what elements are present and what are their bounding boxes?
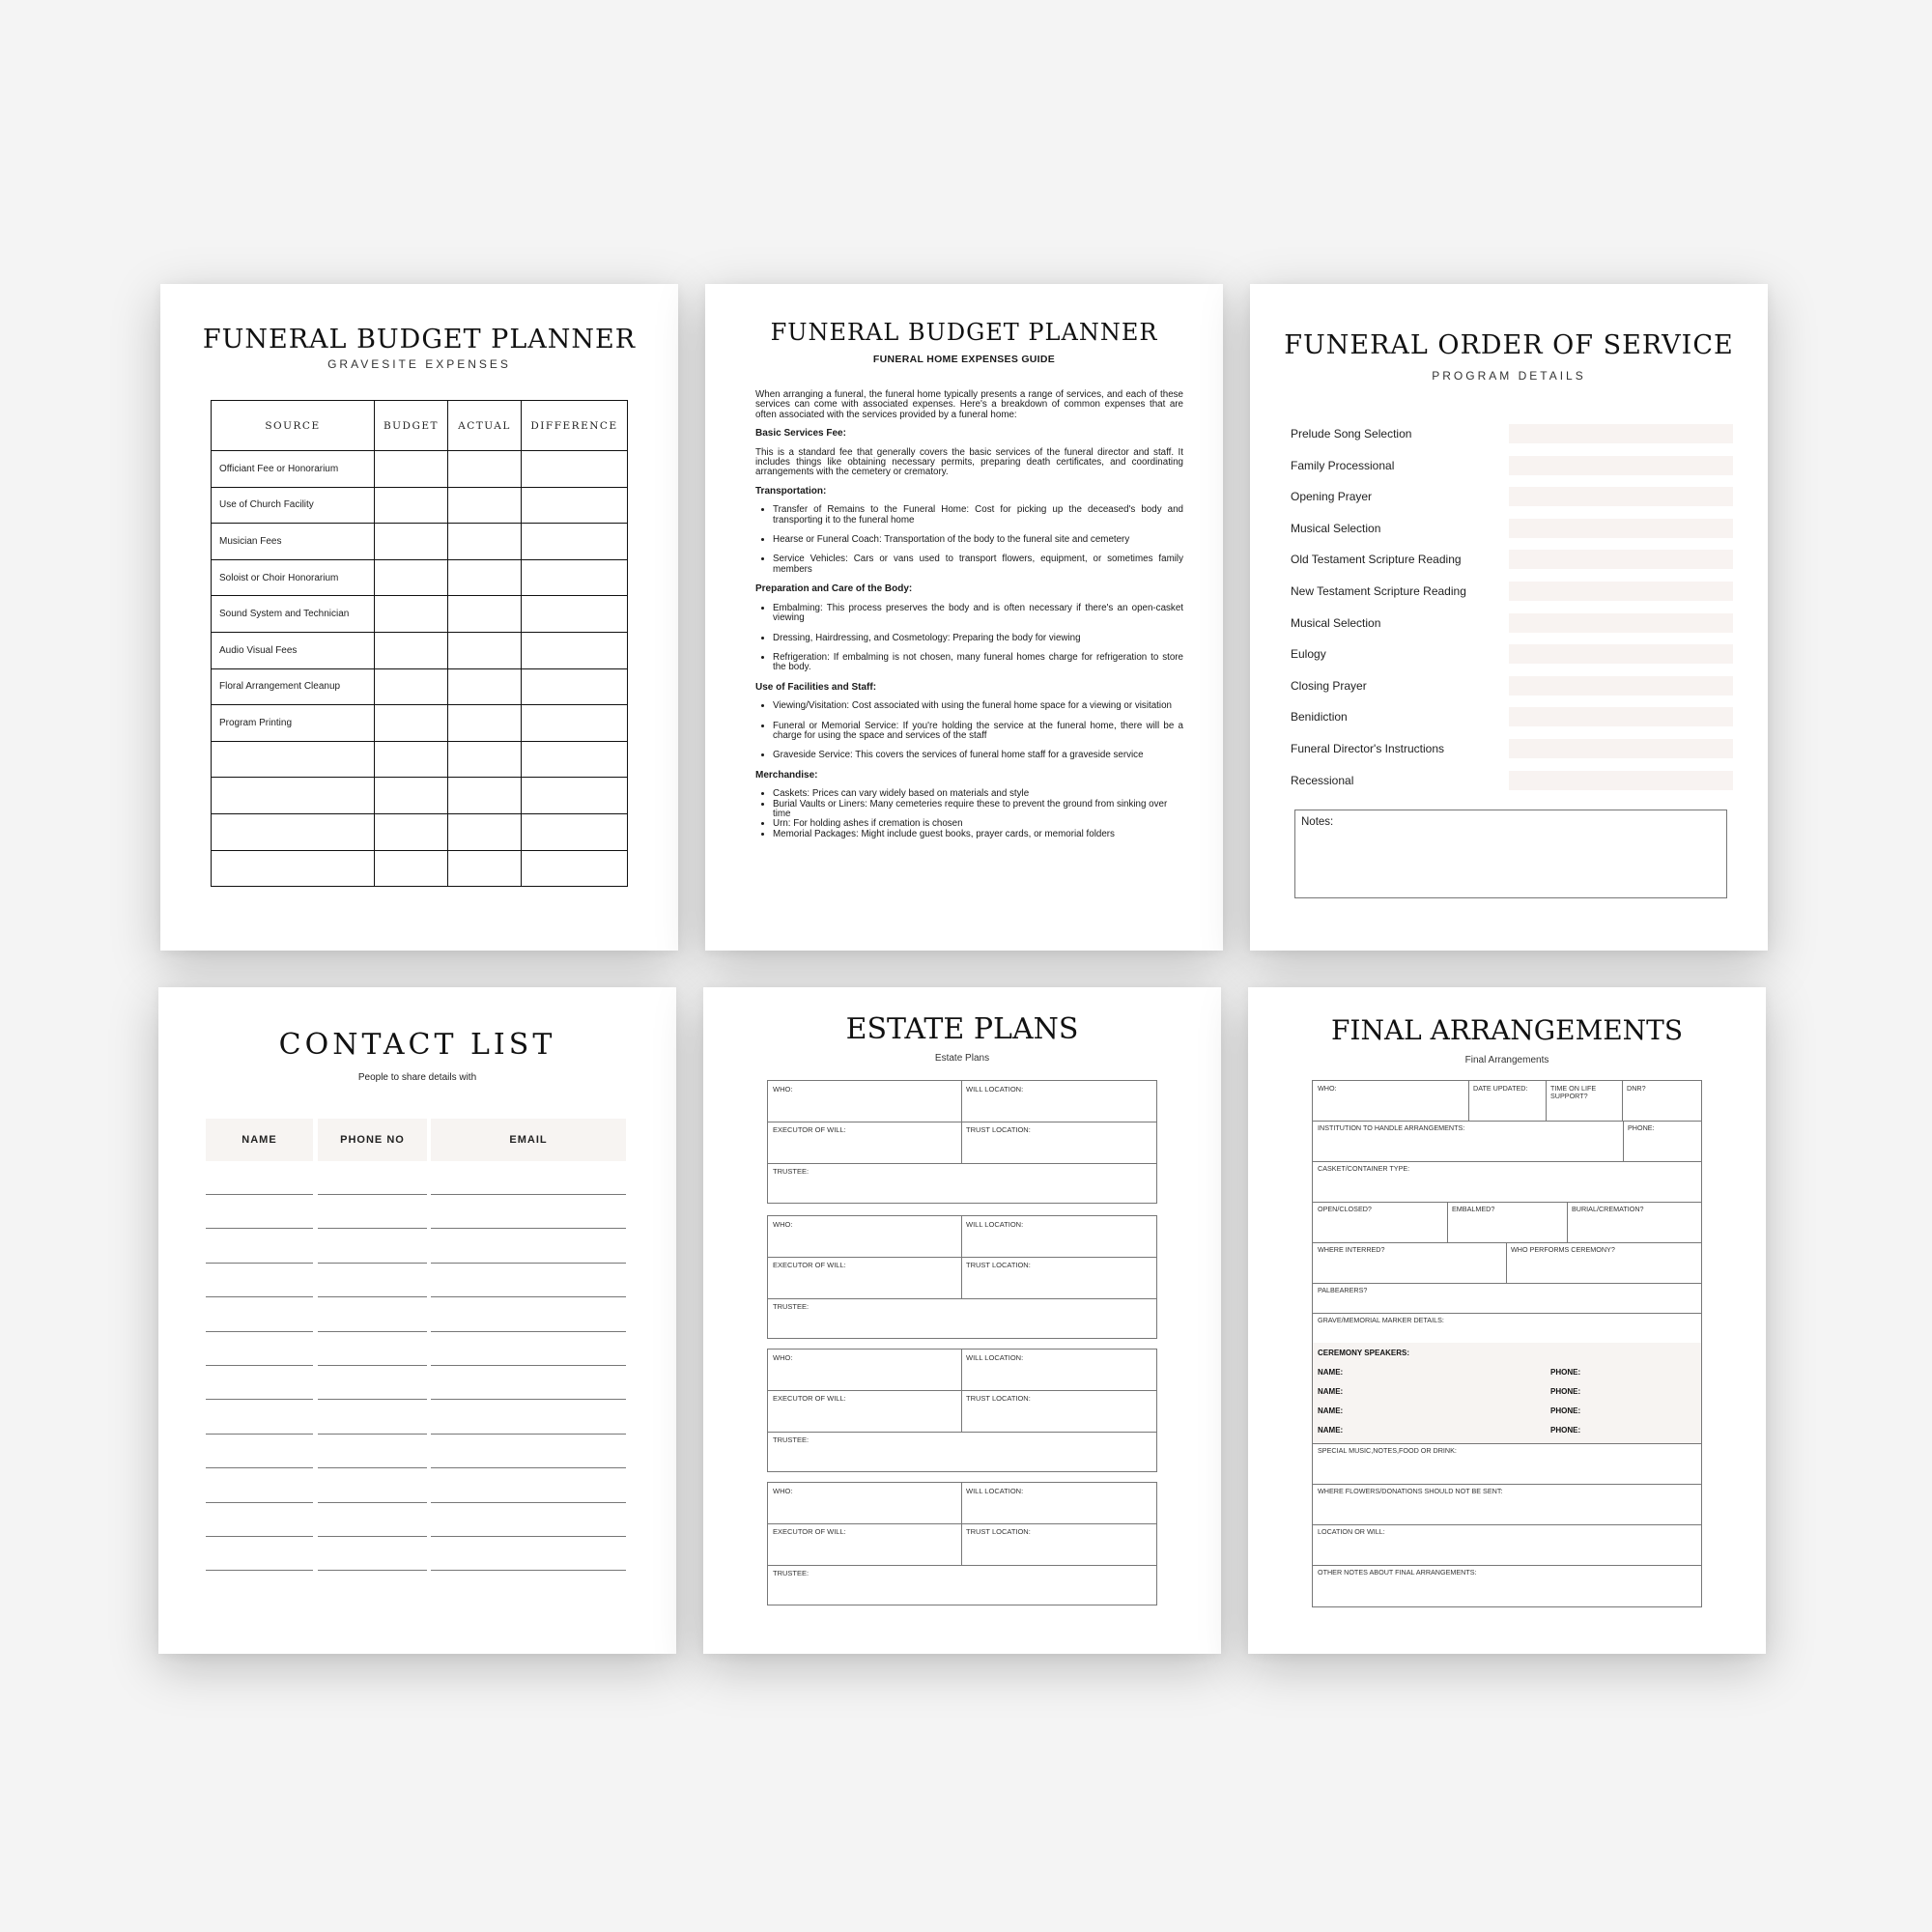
program-item-field[interactable] (1509, 644, 1733, 664)
program-item-label: Old Testament Scripture Reading (1291, 553, 1462, 567)
phone-line[interactable] (318, 1502, 427, 1503)
budget-table (211, 400, 628, 887)
name-line[interactable] (206, 1296, 313, 1297)
program-item (1291, 482, 1731, 514)
phone-line[interactable] (318, 1331, 427, 1332)
page-subtitle: People to share details with (357, 1072, 477, 1083)
list-item: • Burial Vaults or Liners: Many cemeteries require these to prevent the ground from sinking over time (773, 800, 1183, 820)
page-title: FUNERAL BUDGET PLANNER (770, 319, 1158, 346)
estate-plan-block (767, 1482, 1157, 1605)
list-item: • Dressing, Hairdressing, and Cosmetology: Preparing the body for viewing (773, 634, 1183, 643)
program-item (1291, 766, 1731, 798)
speaker-name-label[interactable]: NAME: (1318, 1387, 1344, 1396)
source-cell: Soloist or Choir Honorarium (212, 559, 375, 596)
merchandise-list (755, 789, 1183, 839)
name-line[interactable] (206, 1228, 313, 1229)
program-item-field[interactable] (1509, 771, 1733, 790)
trustee-field[interactable]: TRUSTEE: (773, 1302, 810, 1311)
estate-plan-block (767, 1349, 1157, 1472)
page-title: FUNERAL BUDGET PLANNER (202, 325, 637, 355)
name-line[interactable] (206, 1399, 313, 1400)
source-cell (212, 850, 375, 887)
program-item-label: Opening Prayer (1291, 490, 1373, 504)
program-item (1291, 671, 1731, 703)
section-heading: Basic Services Fee: (755, 428, 846, 440)
section-heading: Transportation: (755, 485, 827, 497)
list-item: • Caskets: Prices can vary widely based on materials and style (773, 789, 1183, 799)
speaker-phone-label[interactable]: PHONE: (1550, 1406, 1581, 1415)
program-item-field[interactable] (1509, 676, 1733, 696)
phone-line[interactable] (318, 1365, 427, 1366)
page-subtitle: PROGRAM DETAILS (1432, 369, 1586, 383)
trustee-field[interactable]: TRUSTEE: (773, 1167, 810, 1176)
program-item (1291, 451, 1731, 483)
name-line[interactable] (206, 1570, 313, 1571)
trustee-field[interactable]: TRUSTEE: (773, 1435, 810, 1444)
actual-cell[interactable] (448, 451, 522, 488)
column-header-name: NAME (206, 1119, 313, 1161)
program-item-label: Benidiction (1291, 710, 1348, 724)
phone-line[interactable] (318, 1228, 427, 1229)
page-subtitle: Estate Plans (934, 1053, 990, 1064)
name-line[interactable] (206, 1263, 313, 1264)
notes-label: Notes: (1301, 816, 1334, 828)
budget-cell[interactable] (375, 487, 448, 524)
who-field[interactable]: WHO: (773, 1487, 793, 1495)
phone-line[interactable] (318, 1296, 427, 1297)
intro-paragraph: When arranging a funeral, the funeral home typically presents a range of services, and each of these services can come with associated expenses. Here's a breakdown of common expenses that are often associated with the services provided by a funeral home: (755, 389, 1183, 420)
difference-cell[interactable] (522, 487, 628, 524)
name-line[interactable] (206, 1434, 313, 1435)
speaker-name-label[interactable]: NAME: (1318, 1368, 1344, 1377)
section-heading: Preparation and Care of the Body: (755, 583, 913, 595)
list-item: • Memorial Packages: Might include guest books, prayer cards, or memorial folders (773, 830, 1183, 839)
estate-plan-block (767, 1080, 1157, 1204)
program-item-field[interactable] (1509, 519, 1733, 538)
actual-cell[interactable] (448, 596, 522, 633)
actual-cell[interactable] (448, 705, 522, 742)
page-title: FINAL ARRANGEMENTS (1330, 1014, 1684, 1046)
actual-cell[interactable] (448, 741, 522, 778)
program-item-label: Funeral Director's Instructions (1291, 741, 1445, 755)
source-cell: Sound System and Technician (212, 596, 375, 633)
list-item: • Graveside Service: This covers the services of funeral home staff for a graveside service (773, 751, 1183, 760)
email-line[interactable] (431, 1502, 626, 1503)
special-music-field[interactable]: SPECIAL MUSIC,NOTES,FOOD OR DRINK: (1318, 1446, 1457, 1455)
burial-cremation-field[interactable]: BURIAL/CREMATION? (1572, 1205, 1644, 1213)
email-line[interactable] (431, 1263, 626, 1264)
program-item-label: Eulogy (1291, 647, 1326, 662)
executor-field[interactable]: EXECUTOR OF WILL: (773, 1527, 846, 1536)
dnr-field[interactable]: DNR? (1627, 1084, 1646, 1093)
budget-cell[interactable] (375, 741, 448, 778)
institution-field[interactable]: INSTITUTION TO HANDLE ARRANGEMENTS: (1318, 1123, 1465, 1132)
prep-list (755, 604, 1183, 673)
email-line[interactable] (431, 1467, 626, 1468)
marker-details-field[interactable]: GRAVE/MEMORIAL MARKER DETAILS: (1318, 1316, 1444, 1324)
program-item-label: Musical Selection (1291, 521, 1381, 535)
budget-cell[interactable] (375, 813, 448, 850)
program-items (1291, 419, 1731, 797)
list-item: • Embalming: This process preserves the body and is often necessary if there's an open-casket viewing (773, 604, 1183, 624)
column-header-source: SOURCE (212, 401, 375, 451)
name-line[interactable] (206, 1365, 313, 1366)
who-field[interactable]: WHO: (1318, 1084, 1337, 1093)
source-cell: Floral Arrangement Cleanup (212, 668, 375, 705)
email-line[interactable] (431, 1399, 626, 1400)
column-header-phone: PHONE NO (318, 1119, 427, 1161)
source-cell: Program Printing (212, 705, 375, 742)
actual-cell[interactable] (448, 487, 522, 524)
table-row (212, 632, 628, 668)
budget-cell[interactable] (375, 778, 448, 814)
speaker-phone-label[interactable]: PHONE: (1550, 1426, 1581, 1435)
list-item: • Urn: For holding ashes if cremation is chosen (773, 819, 1183, 829)
email-line[interactable] (431, 1434, 626, 1435)
flowers-field[interactable]: WHERE FLOWERS/DONATIONS SHOULD NOT BE SENT: (1318, 1487, 1503, 1495)
email-line[interactable] (431, 1365, 626, 1366)
date-updated-field[interactable]: DATE UPDATED: (1473, 1084, 1528, 1093)
facilities-list (755, 701, 1183, 761)
table-row (212, 813, 628, 850)
difference-cell[interactable] (522, 668, 628, 705)
final-arrangements-page (1248, 987, 1766, 1654)
source-cell: Officiant Fee or Honorarium (212, 451, 375, 488)
who-field[interactable]: WHO: (773, 1085, 793, 1094)
source-cell: Audio Visual Fees (212, 632, 375, 668)
table-row (212, 451, 628, 488)
table-row (212, 778, 628, 814)
name-line[interactable] (206, 1194, 313, 1195)
estate-plan-block (767, 1215, 1157, 1339)
actual-cell[interactable] (448, 813, 522, 850)
estate-plans-page (703, 987, 1221, 1654)
program-item-field[interactable] (1509, 613, 1733, 633)
arrangements-form (1312, 1080, 1702, 1607)
actual-cell[interactable] (448, 778, 522, 814)
other-notes-field[interactable]: OTHER NOTES ABOUT FINAL ARRANGEMENTS: (1318, 1568, 1477, 1577)
budget-cell[interactable] (375, 524, 448, 560)
table-row (212, 668, 628, 705)
trust-location-field[interactable]: TRUST LOCATION: (966, 1125, 1031, 1134)
email-line[interactable] (431, 1570, 626, 1571)
column-header-difference: DIFFERENCE (522, 401, 628, 451)
who-performs-field[interactable]: WHO PERFORMS CEREMONY? (1511, 1245, 1615, 1254)
program-item (1291, 545, 1731, 577)
difference-cell[interactable] (522, 741, 628, 778)
budget-guide-page (705, 284, 1223, 951)
contact-list-page (158, 987, 676, 1654)
program-item-field[interactable] (1509, 707, 1733, 726)
program-item (1291, 577, 1731, 609)
email-line[interactable] (431, 1194, 626, 1195)
page-subtitle: GRAVESITE EXPENSES (327, 357, 511, 371)
source-cell (212, 778, 375, 814)
embalmed-field[interactable]: EMBALMED? (1452, 1205, 1495, 1213)
budget-cell[interactable] (375, 705, 448, 742)
actual-cell[interactable] (448, 668, 522, 705)
page-subtitle: Final Arrangements (1464, 1055, 1549, 1065)
program-item-field[interactable] (1509, 424, 1733, 443)
difference-cell[interactable] (522, 451, 628, 488)
list-item: • Refrigeration: If embalming is not chosen, many funeral homes charge for refrigeration to store the body. (773, 653, 1183, 673)
trust-location-field[interactable]: TRUST LOCATION: (966, 1261, 1031, 1269)
trust-location-field[interactable]: TRUST LOCATION: (966, 1527, 1031, 1536)
difference-cell[interactable] (522, 524, 628, 560)
phone-field[interactable]: PHONE: (1628, 1123, 1655, 1132)
table-row (212, 596, 628, 633)
budget-cell[interactable] (375, 668, 448, 705)
program-item-field[interactable] (1509, 739, 1733, 758)
source-cell (212, 741, 375, 778)
program-item-label: Prelude Song Selection (1291, 427, 1412, 440)
program-item-label: New Testament Scripture Reading (1291, 583, 1466, 598)
program-item (1291, 514, 1731, 546)
will-location-field[interactable]: WILL LOCATION: (966, 1353, 1024, 1362)
page-title: ESTATE PLANS (845, 1012, 1079, 1046)
difference-cell[interactable] (522, 778, 628, 814)
will-location-field[interactable]: WILL LOCATION: (966, 1220, 1024, 1229)
budget-cell[interactable] (375, 451, 448, 488)
budget-gravesite-page (160, 284, 678, 951)
email-line[interactable] (431, 1228, 626, 1229)
where-interred-field[interactable]: WHERE INTERRED? (1318, 1245, 1385, 1254)
order-of-service-page (1250, 284, 1768, 951)
email-line[interactable] (431, 1296, 626, 1297)
phone-line[interactable] (318, 1434, 427, 1435)
difference-cell[interactable] (522, 850, 628, 887)
email-line[interactable] (431, 1536, 626, 1537)
will-location-field[interactable]: WILL LOCATION: (966, 1487, 1024, 1495)
table-row (212, 705, 628, 742)
palbearers-field[interactable]: PALBEARERS? (1318, 1286, 1368, 1294)
difference-cell[interactable] (522, 596, 628, 633)
phone-line[interactable] (318, 1570, 427, 1571)
program-item-field[interactable] (1509, 456, 1733, 475)
trust-location-field[interactable]: TRUST LOCATION: (966, 1394, 1031, 1403)
page-subtitle: FUNERAL HOME EXPENSES GUIDE (872, 354, 1056, 365)
executor-field[interactable]: EXECUTOR OF WILL: (773, 1394, 846, 1403)
source-cell (212, 813, 375, 850)
budget-cell[interactable] (375, 850, 448, 887)
column-header-email: EMAIL (431, 1119, 626, 1161)
source-cell: Use of Church Facility (212, 487, 375, 524)
expenses-guide (755, 390, 1183, 841)
program-item (1291, 609, 1731, 640)
executor-field[interactable]: EXECUTOR OF WILL: (773, 1125, 846, 1134)
section-paragraph: This is a standard fee that generally covers the basic services of the funeral director and staff. It includes things like obtaining necessary permits, preparing death certificates, and coordinating arrangements with the cemetery or crematory. (755, 446, 1183, 478)
phone-line[interactable] (318, 1399, 427, 1400)
column-header-budget: BUDGET (375, 401, 448, 451)
table-row (212, 559, 628, 596)
casket-type-field[interactable]: CASKET/CONTAINER TYPE: (1318, 1164, 1410, 1173)
notes-box[interactable] (1294, 810, 1727, 898)
name-line[interactable] (206, 1536, 313, 1537)
actual-cell[interactable] (448, 632, 522, 668)
ceremony-speakers-section (1313, 1343, 1701, 1443)
program-item-field[interactable] (1509, 550, 1733, 569)
program-item (1291, 419, 1731, 451)
speaker-name-label[interactable]: NAME: (1318, 1426, 1344, 1435)
phone-line[interactable] (318, 1263, 427, 1264)
program-item (1291, 734, 1731, 766)
name-line[interactable] (206, 1502, 313, 1503)
phone-line[interactable] (318, 1467, 427, 1468)
source-cell: Musician Fees (212, 524, 375, 560)
table-row (212, 524, 628, 560)
table-row (212, 741, 628, 778)
column-header-actual: ACTUAL (448, 401, 522, 451)
difference-cell[interactable] (522, 813, 628, 850)
program-item-field[interactable] (1509, 487, 1733, 506)
page-title: CONTACT LIST (278, 1028, 556, 1062)
section-heading: Use of Facilities and Staff: (755, 681, 877, 693)
table-row (212, 850, 628, 887)
phone-line[interactable] (318, 1194, 427, 1195)
list-item: • Hearse or Funeral Coach: Transportation of the body to the funeral site and cemetery (773, 535, 1183, 545)
table-row (212, 487, 628, 524)
difference-cell[interactable] (522, 705, 628, 742)
executor-field[interactable]: EXECUTOR OF WILL: (773, 1261, 846, 1269)
page-title: FUNERAL ORDER OF SERVICE (1284, 330, 1734, 360)
open-closed-field[interactable]: OPEN/CLOSED? (1318, 1205, 1372, 1213)
speaker-phone-label[interactable]: PHONE: (1550, 1368, 1581, 1377)
will-location-field[interactable]: WILL LOCATION: (966, 1085, 1024, 1094)
difference-cell[interactable] (522, 559, 628, 596)
who-field[interactable]: WHO: (773, 1220, 793, 1229)
name-line[interactable] (206, 1331, 313, 1332)
who-field[interactable]: WHO: (773, 1353, 793, 1362)
section-heading: Merchandise: (755, 769, 818, 781)
program-item-label: Family Processional (1291, 458, 1395, 472)
speaker-phone-label[interactable]: PHONE: (1550, 1387, 1581, 1396)
actual-cell[interactable] (448, 559, 522, 596)
phone-line[interactable] (318, 1536, 427, 1537)
list-item: • Funeral or Memorial Service: If you're holding the service at the funeral home, there will be a charge for using the space and services of the staff (773, 722, 1183, 742)
budget-cell[interactable] (375, 596, 448, 633)
difference-cell[interactable] (522, 632, 628, 668)
list-item: • Transfer of Remains to the Funeral Home: Cost for picking up the deceased's body and transporting it to the funeral home (773, 505, 1183, 526)
program-item-field[interactable] (1509, 582, 1733, 601)
email-line[interactable] (431, 1331, 626, 1332)
actual-cell[interactable] (448, 850, 522, 887)
program-item (1291, 702, 1731, 734)
program-item-label: Closing Prayer (1291, 678, 1367, 693)
speakers-heading: CEREMONY SPEAKERS: (1318, 1349, 1409, 1357)
program-item-label: Recessional (1291, 773, 1354, 787)
actual-cell[interactable] (448, 524, 522, 560)
name-line[interactable] (206, 1467, 313, 1468)
transport-list (755, 505, 1183, 575)
program-item-label: Musical Selection (1291, 615, 1381, 630)
location-will-field[interactable]: LOCATION OR WILL: (1318, 1527, 1385, 1536)
life-support-field[interactable]: TIME ON LIFE SUPPORT? (1550, 1084, 1597, 1100)
list-item: • Service Vehicles: Cars or vans used to transport flowers, equipment, or sometimes family members (773, 554, 1183, 575)
program-item (1291, 639, 1731, 671)
list-item: • Viewing/Visitation: Cost associated with using the funeral home space for a viewing or visitation (773, 701, 1183, 711)
budget-cell[interactable] (375, 632, 448, 668)
budget-cell[interactable] (375, 559, 448, 596)
trustee-field[interactable]: TRUSTEE: (773, 1569, 810, 1577)
speaker-name-label[interactable]: NAME: (1318, 1406, 1344, 1415)
